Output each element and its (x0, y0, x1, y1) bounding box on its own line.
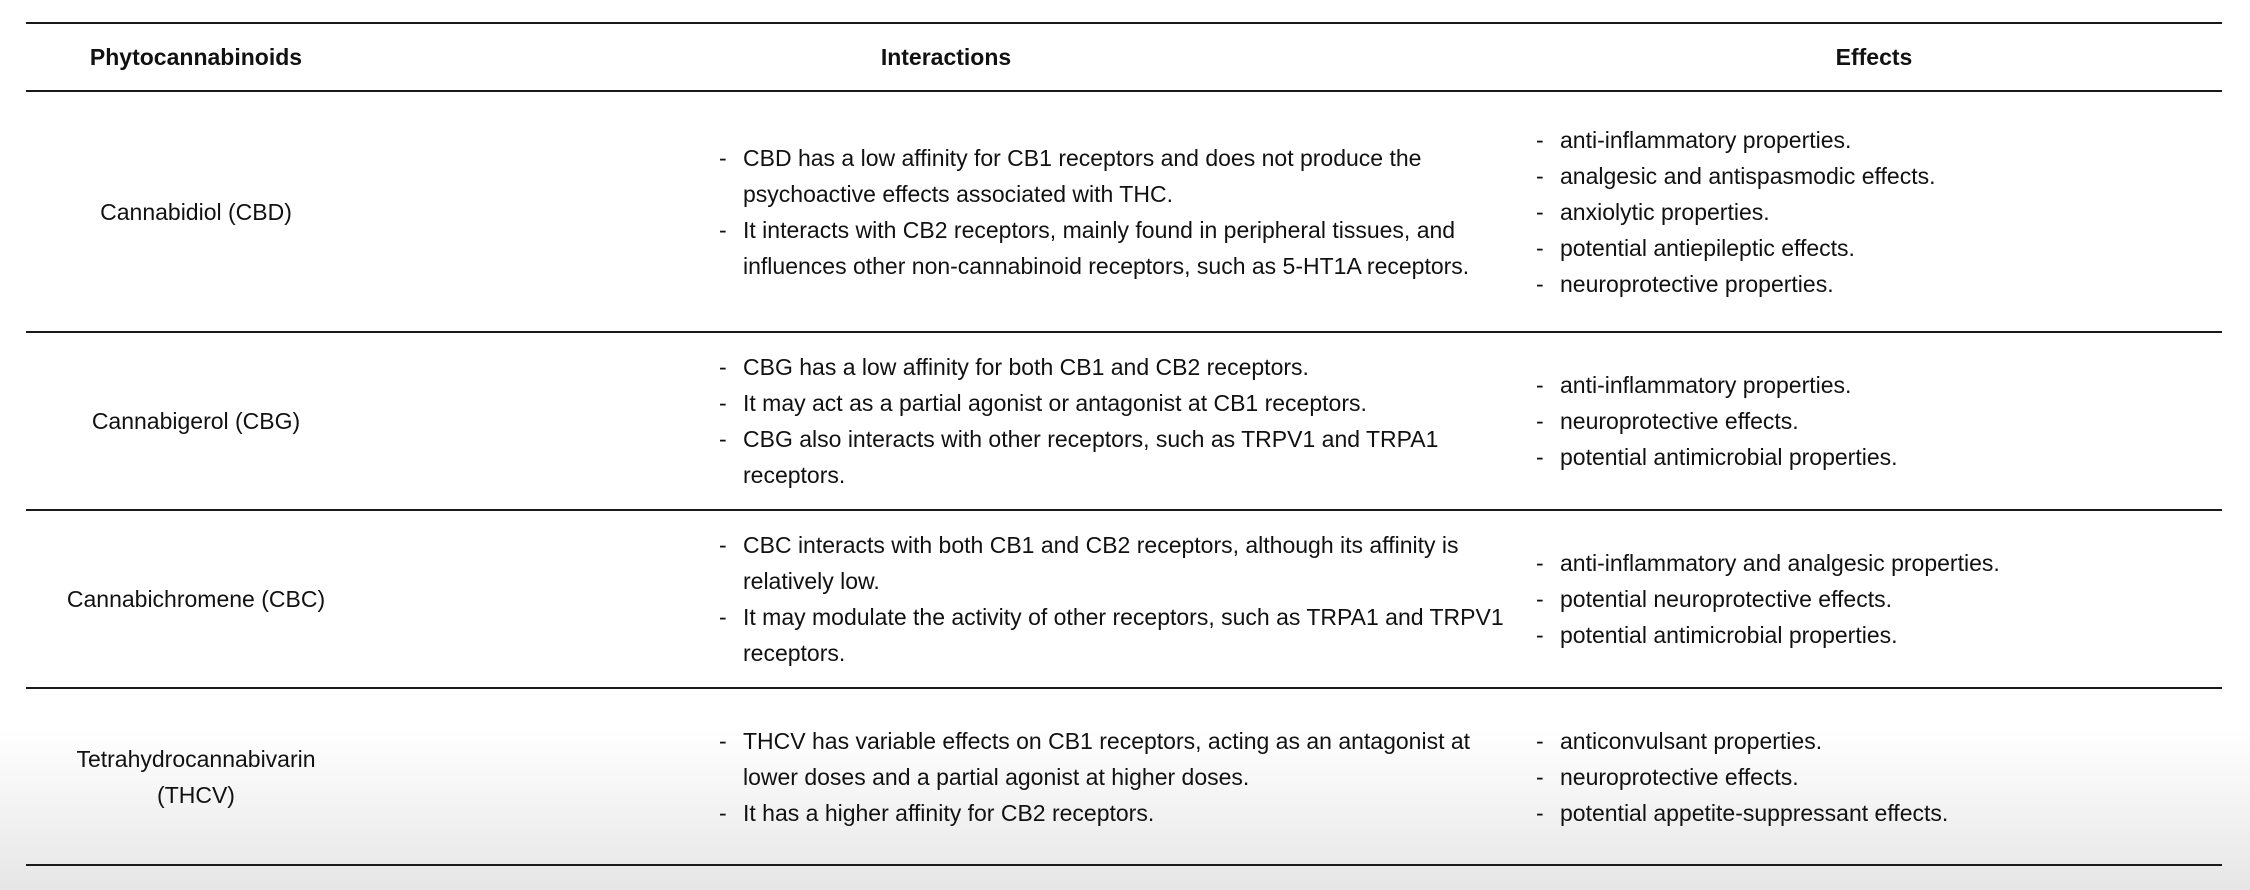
interaction-item: - It interacts with CB2 receptors, mainly found in peripheral tissues, and influences other non-cannabinoid receptors, such as 5-HT1A receptors. (719, 212, 1516, 284)
interactions-list (719, 140, 1516, 284)
effects-list (1536, 122, 2222, 302)
interactions-list (719, 527, 1516, 671)
interactions-cell (366, 510, 1526, 688)
header-phytocannabinoids: Phytocannabinoids (26, 23, 366, 91)
effect-item: - potential antimicrobial properties. (1536, 439, 2222, 475)
effect-item: - potential antimicrobial properties. (1536, 617, 2222, 653)
interaction-item: - CBD has a low affinity for CB1 receptors and does not produce the psychoactive effects associated with THC. (719, 140, 1516, 212)
effect-item: - potential appetite-suppressant effects. (1536, 795, 2222, 831)
effects-cell (1526, 332, 2222, 510)
interaction-item: - It has a higher affinity for CB2 receptors. (719, 795, 1516, 831)
effect-item: - potential neuroprotective effects. (1536, 581, 2222, 617)
effect-item: - anti-inflammatory properties. (1536, 367, 2222, 403)
effect-item: - potential antiepileptic effects. (1536, 230, 2222, 266)
interactions-cell (366, 688, 1526, 865)
effects-cell (1526, 688, 2222, 865)
effects-cell (1526, 91, 2222, 332)
effects-list (1536, 545, 2222, 653)
interactions-list (719, 723, 1516, 831)
table-row (26, 510, 2222, 688)
interaction-item: - THCV has variable effects on CB1 receptors, acting as an antagonist at lower doses and a partial agonist at higher doses. (719, 723, 1516, 795)
interaction-item: - CBG has a low affinity for both CB1 and CB2 receptors. (719, 349, 1516, 385)
interactions-cell (366, 91, 1526, 332)
effects-list (1536, 723, 2222, 831)
table-header-row (26, 23, 2222, 91)
phytocannabinoid-table (26, 22, 2222, 866)
interaction-item: - CBG also interacts with other receptors, such as TRPV1 and TRPA1 receptors. (719, 421, 1516, 493)
table-row (26, 332, 2222, 510)
interactions-list (719, 349, 1516, 493)
effect-item: - anticonvulsant properties. (1536, 723, 2222, 759)
effect-item: - anti-inflammatory properties. (1536, 122, 2222, 158)
effects-list (1536, 367, 2222, 475)
header-effects: Effects (1526, 23, 2222, 91)
table-row (26, 91, 2222, 332)
interaction-item: - It may act as a partial agonist or antagonist at CB1 receptors. (719, 385, 1516, 421)
cannabinoid-name: Cannabidiol (CBD) (26, 91, 366, 332)
effect-item: - neuroprotective effects. (1536, 759, 2222, 795)
effect-item: - neuroprotective properties. (1536, 266, 2222, 302)
effect-item: - anxiolytic properties. (1536, 194, 2222, 230)
effect-item: - analgesic and antispasmodic effects. (1536, 158, 2222, 194)
interactions-cell (366, 332, 1526, 510)
table-row (26, 688, 2222, 865)
cannabinoid-name: Tetrahydrocannabivarin (THCV) (26, 688, 366, 865)
cannabinoid-name: Cannabigerol (CBG) (26, 332, 366, 510)
header-interactions: Interactions (366, 23, 1526, 91)
interaction-item: - CBC interacts with both CB1 and CB2 receptors, although its affinity is relatively low. (719, 527, 1516, 599)
effect-item: - anti-inflammatory and analgesic properties. (1536, 545, 2222, 581)
effects-cell (1526, 510, 2222, 688)
interaction-item: - It may modulate the activity of other receptors, such as TRPA1 and TRPV1 receptors. (719, 599, 1516, 671)
effect-item: - neuroprotective effects. (1536, 403, 2222, 439)
cannabinoid-name: Cannabichromene (CBC) (26, 510, 366, 688)
